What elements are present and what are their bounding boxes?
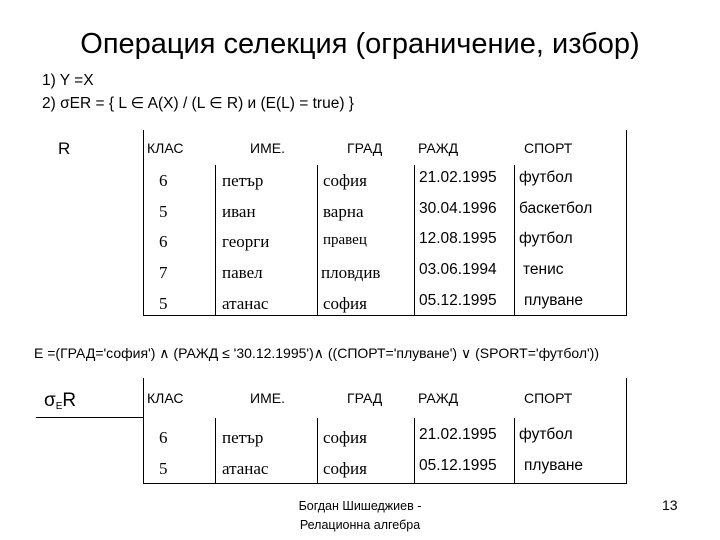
- table-cell: футбол: [519, 230, 573, 247]
- table-cell: футбол: [519, 426, 573, 443]
- table2-col-divider: [317, 418, 318, 484]
- table-cell: плуване: [524, 457, 584, 474]
- table2-header-class: КЛАС: [147, 390, 184, 406]
- table2-header-birth: РАЖД: [418, 390, 459, 406]
- relation-r: R: [62, 390, 77, 411]
- table1-header-birth: РАЖД: [418, 140, 459, 156]
- page-number: 13: [662, 497, 678, 513]
- table-cell: правец: [323, 232, 367, 248]
- table-cell: 21.02.1995: [419, 169, 497, 186]
- table1-col-divider: [317, 165, 318, 316]
- table-cell: 03.06.1994: [419, 261, 497, 278]
- relation-label-r: R: [58, 139, 71, 158]
- table1-header-sport: СПОРТ: [524, 140, 573, 156]
- table-cell: плуване: [524, 292, 584, 309]
- table-cell: 6: [159, 171, 168, 190]
- table-cell: павел: [222, 263, 263, 282]
- table2-label-underline: [36, 417, 144, 418]
- table1-col-divider: [215, 165, 216, 316]
- footer-author: Богдан Шишеджиев -: [298, 499, 422, 513]
- table-cell: петър: [222, 171, 264, 190]
- table2-col-divider: [414, 418, 415, 484]
- table1-bottom-border: [143, 315, 627, 316]
- table-cell: 21.02.1995: [419, 426, 497, 443]
- table1-col-divider: [514, 165, 515, 316]
- condition-line-1: 1) Y =X: [42, 72, 94, 89]
- subscript-e: E: [55, 401, 63, 412]
- selection-expression: E =(ГРАД='софия') ∧ (РАЖД ≤ '30.12.1995')∧ ((СПОРТ='плуване') ∨ (SPORT='футбол')): [34, 345, 600, 361]
- table-cell: 6: [159, 428, 168, 447]
- table2-col-divider: [514, 418, 515, 484]
- table-cell: 30.04.1996: [419, 200, 497, 217]
- table-cell: петър: [222, 428, 264, 447]
- table-cell: 05.12.1995: [419, 457, 497, 474]
- table-cell: софия: [323, 294, 367, 313]
- table1-header-class: КЛАС: [147, 140, 184, 156]
- table-cell: пловдив: [321, 263, 381, 282]
- table2-right-border: [626, 378, 627, 484]
- table-cell: софия: [323, 459, 367, 478]
- table1-col-divider: [414, 165, 415, 316]
- table-cell: варна: [323, 202, 364, 221]
- table-cell: атанас: [222, 294, 269, 313]
- table-cell: иван: [222, 202, 256, 221]
- table1-left-border: [143, 130, 144, 316]
- table-cell: 5: [159, 294, 168, 313]
- table-cell: 5: [159, 202, 168, 221]
- table-cell: футбол: [519, 169, 573, 186]
- slide-footer: [258, 497, 462, 535]
- sigma-symbol: σ: [44, 390, 56, 411]
- table-cell: 5: [159, 459, 168, 478]
- table2-header-sport: СПОРТ: [524, 390, 573, 406]
- condition-line-2: 2) σER = { L ∈ A(X) / (L ∈ R) и (E(L) = true) }: [42, 95, 354, 112]
- table2-header-name: ИМЕ.: [250, 390, 285, 406]
- table2-left-border: [143, 378, 144, 484]
- table-cell: 12.08.1995: [419, 230, 497, 247]
- table-cell: 7: [159, 263, 168, 282]
- table-cell: 6: [159, 232, 168, 251]
- table-cell: атанас: [222, 459, 269, 478]
- table1-right-border: [626, 130, 627, 316]
- table-cell: софия: [323, 171, 367, 190]
- table2-col-divider: [215, 418, 216, 484]
- relation-label-sigma-e-r: [44, 390, 76, 412]
- table-cell: 05.12.1995: [419, 292, 497, 309]
- table-cell: баскетбол: [519, 200, 593, 217]
- table2-bottom-border: [143, 483, 627, 484]
- table-cell: георги: [222, 232, 270, 251]
- table1-header-name: ИМЕ.: [250, 140, 285, 156]
- slide-title: Операция селекция (ограничение, избор): [80, 28, 640, 60]
- table1-header-city: ГРАД: [347, 140, 383, 156]
- table-cell: тенис: [523, 261, 564, 278]
- footer-subject: Релационна алгебра: [299, 518, 421, 532]
- table-cell: софия: [323, 428, 367, 447]
- table2-header-city: ГРАД: [347, 390, 383, 406]
